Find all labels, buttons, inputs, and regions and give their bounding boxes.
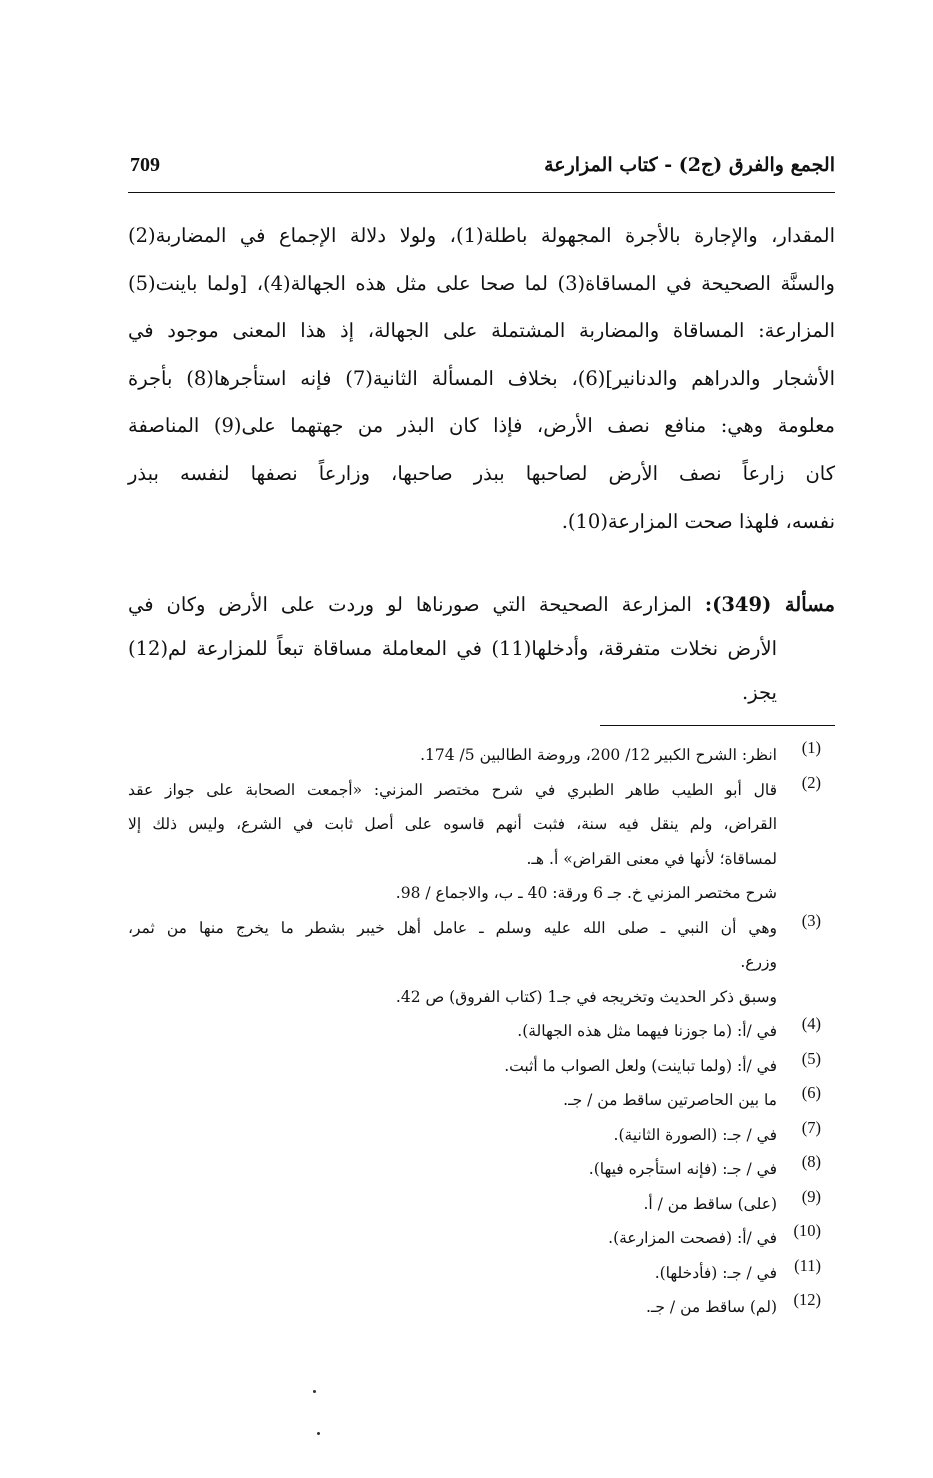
footnote-number: (4) (801, 1014, 821, 1033)
footnote-number: (5) (801, 1048, 821, 1068)
footnote (128, 1256, 835, 1291)
footnote-line: في / جـ: (الصورة الثانية). (613, 1125, 777, 1144)
footnote-line: في /أ: (فصحت المزارعة). (608, 1229, 777, 1247)
paragraph-line: نفسه، فلهذا صحت المزارعة(10). (561, 509, 835, 533)
issue-label: مسألة (349): (704, 593, 835, 616)
footnote-line: (على) ساقط من / أ. (643, 1194, 777, 1213)
issue-line: الأرض نخلات متفرقة، وأدخلها(11) في المعاملة مساقاة تبعاً للمزارعة لم(12) (128, 637, 777, 660)
running-title: الجمع والفرق (ج2) - كتاب المزارعة (544, 154, 835, 176)
footnote-number: (6) (801, 1083, 821, 1102)
footnote-line: شرح مختصر المزني خ. جـ 6 ورقة: 40 ـ ب، والاجماع / 98. (395, 884, 777, 902)
footnote-line: لمساقاة؛ لأنها في معنى القراض» أ. هـ. (526, 849, 777, 868)
footnote (128, 1152, 835, 1187)
paragraph-line: والسنَّة الصحيحة في المساقاة(3) لما صحا على مثل هذه الجهالة(4)، [ولما باينت(5) (128, 271, 835, 295)
footnote-number: (12) (793, 1290, 821, 1309)
footnote-number: (1) (801, 738, 821, 757)
footnote (128, 1187, 835, 1222)
footnote-number: (9) (801, 1186, 821, 1206)
footnote (128, 911, 835, 1015)
paragraph-line: المقدار، والإجارة بالأجرة المجهولة باطلة(1)، ولولا دلالة الإجماع في المضاربة(2) (128, 224, 836, 247)
issue-text: المزارعة الصحيحة التي صورناها لو وردت على الأرض وكان في (128, 593, 692, 616)
footnote (128, 1083, 835, 1118)
main-paragraph (128, 212, 835, 545)
issue-line (128, 583, 835, 627)
paragraph-line: معلومة وهي: منافع نصف الأرض، فإذا كان البذر من جهتهما على(9) المناصفة (128, 414, 835, 438)
issue-paragraph (128, 583, 835, 715)
footnote-line: قال أبو الطيب طاهر الطبري في شرح مختصر المزني: «أجمعت الصحابة على جواز عقد (128, 780, 777, 799)
footnote-number: (3) (801, 910, 821, 930)
issue-line: يجز. (742, 681, 777, 704)
footnote-number: (11) (794, 1255, 821, 1275)
footnote-number: (8) (801, 1152, 821, 1171)
footnote (128, 1118, 835, 1153)
footnote (128, 738, 835, 773)
footnote-line: ما بين الحاصرتين ساقط من / جـ. (563, 1091, 777, 1109)
footnote-line: في /أ: (ولما تباينت) ولعل الصواب ما أثبت. (504, 1056, 777, 1075)
footnotes (128, 738, 835, 1325)
footnote (128, 1049, 835, 1084)
footnote-line: انظر: الشرح الكبير 12/ 200، وروضة الطالبين 5/ 174. (420, 746, 777, 764)
footnote (128, 773, 835, 911)
footnote-line: (لم) ساقط من / جـ. (645, 1298, 777, 1316)
footnote-line: في / جـ: (فإنه استأجره فيها). (588, 1160, 777, 1178)
footnote (128, 1014, 835, 1049)
scan-speck (317, 1432, 320, 1435)
footnote-line: وسبق ذكر الحديث وتخريجه في جـ1 (كتاب الفروق) ص 42. (395, 987, 777, 1006)
footnote-number: (7) (801, 1117, 821, 1137)
page-header (128, 152, 835, 193)
paragraph-line: الأشجار والدراهم والدنانير](6)، بخلاف المسألة الثانية(7) فإنه استأجرها(8) بأجرة (128, 366, 835, 390)
footnote-number: (10) (793, 1221, 821, 1240)
footnote-line: في / جـ: (فأدخلها). (654, 1263, 777, 1282)
footnote (128, 1221, 835, 1256)
footnote-number: (2) (801, 772, 821, 792)
footnote-line: وزرع. (740, 953, 777, 971)
page-number: 709 (130, 154, 160, 176)
footnote-separator (600, 725, 835, 726)
paragraph-line: كان زارعاً نصف الأرض لصاحبها ببذر صاحبها، وزارعاً نصفها لنفسه ببذر (128, 461, 835, 485)
footnote-line: القراض، ولم ينقل فيه سنة، فثبت أنهم قاسوه على أصل ثابت في الشرع، وليس ذلك إلا (128, 815, 777, 833)
footnote (128, 1290, 835, 1325)
paragraph-line: المزارعة: المساقاة والمضاربة المشتملة على الجهالة، إذ هذا المعنى موجود في (128, 319, 835, 343)
scan-speck (313, 1390, 316, 1393)
footnote-line: وهي أن النبي ـ صلى الله عليه وسلم ـ عامل أهل خيبر بشطر ما يخرج منها من ثمر، (128, 918, 777, 937)
footnote-line: في /أ: (ما جوزنا فيهما مثل هذه الجهالة). (517, 1022, 777, 1040)
